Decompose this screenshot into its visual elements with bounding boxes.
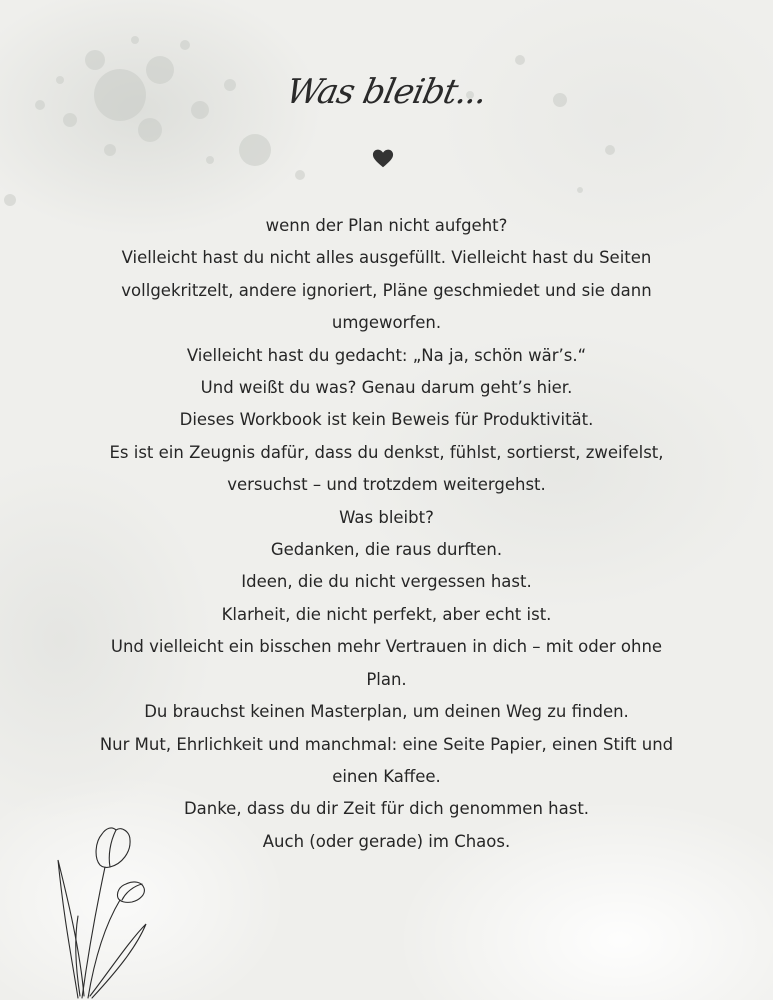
tulip-illustration [50, 820, 160, 1000]
text-line: Nur Mut, Ehrlichkeit und manchmal: eine Seite Papier, einen Stift und [99, 734, 674, 754]
text-line: Gedanken, die raus durften. [270, 540, 503, 560]
text-line: Ideen, die du nicht vergessen hast. [241, 572, 532, 592]
text-line: Vielleicht hast du nicht alles ausgefüllt. Vielleicht hast du Seiten [121, 248, 652, 268]
text-line: umgeworfen. [331, 313, 442, 333]
text-line: vollgekritzelt, andere ignoriert, Pläne geschmiedet und sie dann [121, 280, 652, 300]
page-title: Was bleibt... [282, 72, 491, 112]
text-line: Und vielleicht ein bisschen mehr Vertrauen in dich – mit oder ohne [110, 637, 663, 657]
text-line: Auch (oder gerade) im Chaos. [262, 831, 511, 851]
text-line: einen Kaffee. [332, 766, 441, 786]
heart-icon [372, 148, 394, 170]
text-line: Dieses Workbook ist kein Beweis für Produktivität. [179, 410, 594, 430]
text-line: Es ist ein Zeugnis dafür, dass du denkst, fühlst, sortierst, zweifelst, [109, 442, 664, 462]
text-line: Danke, dass du dir Zeit für dich genommen hast. [183, 799, 590, 819]
text-line: versuchst – und trotzdem weitergehst. [227, 475, 546, 495]
text-line: Du brauchst keinen Masterplan, um deinen Weg zu finden. [144, 702, 629, 722]
text-line: Und weißt du was? Genau darum geht’s hier. [200, 378, 573, 398]
text-line: wenn der Plan nicht aufgeht? [265, 216, 508, 235]
text-line: Vielleicht hast du gedacht: „Na ja, schön wär’s.“ [186, 345, 587, 365]
body-text [60, 210, 713, 858]
text-line: Klarheit, die nicht perfekt, aber echt ist. [221, 604, 552, 624]
text-line: Was bleibt? [339, 507, 434, 527]
text-line: Plan. [366, 669, 407, 689]
